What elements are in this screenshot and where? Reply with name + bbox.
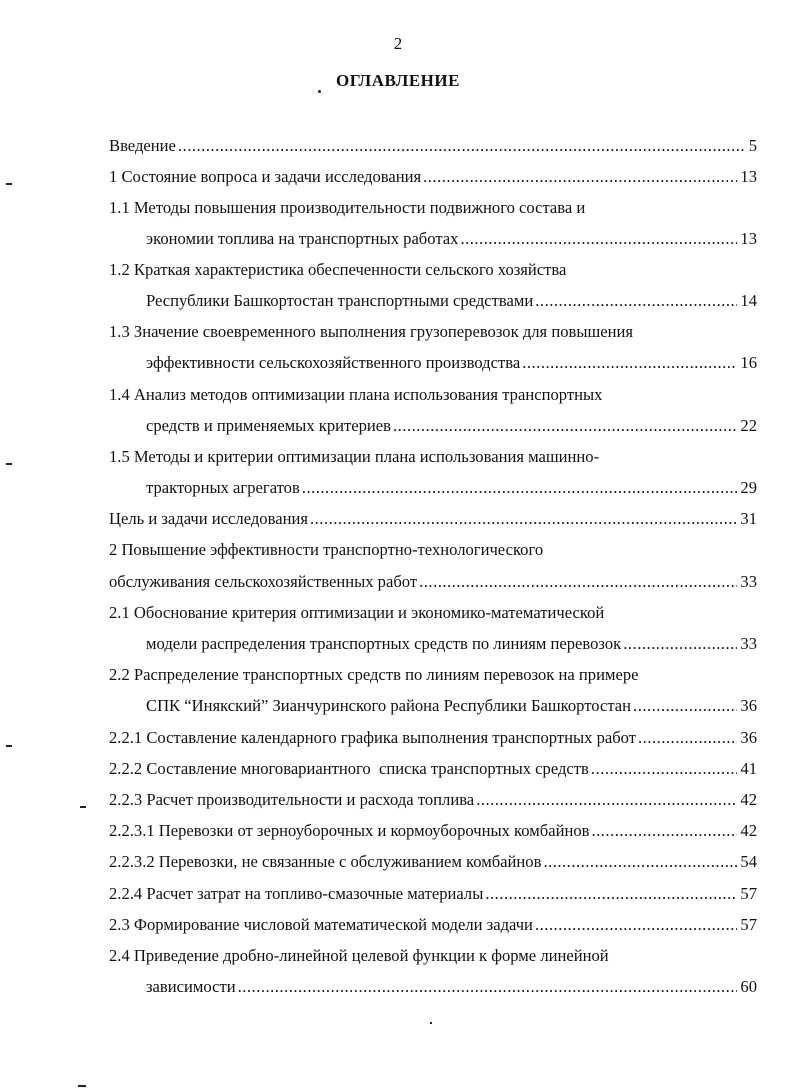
- toc-entry-text: зависимости: [146, 977, 236, 996]
- dot-leader: [591, 821, 737, 841]
- toc-page-number: 57: [740, 884, 757, 903]
- page-title: ОГЛАВЛЕНИЕ: [336, 71, 460, 90]
- toc-page-number: 31: [740, 509, 757, 528]
- dot-leader: [238, 977, 738, 997]
- toc-entry-text: эффективности сельскохозяйственного производства: [146, 353, 521, 372]
- dot-leader: [393, 416, 737, 436]
- toc-entry-text: 1.2 Краткая характеристика обеспеченности сельского хозяйства: [109, 260, 567, 279]
- toc-page-number: 57: [740, 915, 757, 934]
- toc-entry-chapter-2-line-1[interactable]: [109, 540, 757, 564]
- toc-entry-2-4-line-1[interactable]: [109, 946, 757, 970]
- toc-entry-2-1-line-1[interactable]: [109, 603, 757, 627]
- toc-page-number: 29: [740, 478, 757, 497]
- dot-leader: [310, 509, 737, 529]
- dot-leader: [460, 229, 737, 249]
- toc-page-number: 42: [740, 821, 757, 840]
- toc-entry-text: Введение: [109, 136, 176, 155]
- toc-entry-1-5-line-2[interactable]: [146, 478, 757, 502]
- toc-entry-1-1-line-2[interactable]: [146, 229, 757, 253]
- page-number: 2: [393, 34, 403, 53]
- toc-page-number: 33: [740, 572, 757, 591]
- scan-mark: [6, 183, 12, 185]
- toc-entry-text: 2.2.2 Составление многовариантного списка транспортных средств: [109, 759, 589, 778]
- toc-entry-text: 2.2.4 Расчет затрат на топливо-смазочные материалы: [109, 884, 484, 903]
- toc-entry-2-2-3-2[interactable]: [109, 852, 757, 876]
- toc-page-number: 5: [748, 136, 757, 155]
- dot-leader: [535, 915, 737, 935]
- toc-entry-chapter-1[interactable]: [109, 167, 757, 191]
- toc-entry-1-2-line-2[interactable]: [146, 291, 757, 315]
- toc-entry-text: средств и применяемых критериев: [146, 416, 392, 435]
- toc-entry-text: модели распределения транспортных средств по линиям перевозок: [146, 634, 622, 653]
- toc-entry-text: 2.2.3 Расчет производительности и расхода топлива: [109, 790, 475, 809]
- toc-page-number: 13: [740, 229, 757, 248]
- toc-entry-1-3-line-1[interactable]: [109, 322, 757, 346]
- dot-leader: [638, 728, 737, 748]
- toc-entry-2-2-line-2[interactable]: [146, 696, 757, 720]
- toc-entry-text: 2.2.1 Составление календарного графика выполнения транспортных работ: [109, 728, 637, 747]
- dot-leader: [178, 136, 746, 156]
- toc-entry-text: 1.5 Методы и критерии оптимизации плана использования машинно-: [109, 447, 600, 466]
- toc-entry-2-2-2[interactable]: [109, 759, 757, 783]
- toc-entry-goals[interactable]: [109, 509, 757, 533]
- toc-entry-text: 1.3 Значение своевременного выполнения грузоперевозок для повышения: [109, 322, 634, 341]
- toc-entry-text: 1 Состояние вопроса и задачи исследования: [109, 167, 422, 186]
- toc-page-number: 14: [740, 291, 757, 310]
- toc-entry-text: СПК “Инякский” Зианчуринского района Республики Башкортостан: [146, 696, 632, 715]
- toc-page-number: 42: [740, 790, 757, 809]
- toc-entry-2-2-1[interactable]: [109, 728, 757, 752]
- dot-leader: [419, 572, 737, 592]
- toc-entry-text: 2 Повышение эффективности транспортно-технологического: [109, 540, 544, 559]
- toc-entry-2-2-4[interactable]: [109, 884, 757, 908]
- dot-leader: [423, 167, 737, 187]
- toc-entry-text: 2.1 Обоснование критерия оптимизации и экономико-математической: [109, 603, 605, 622]
- scan-mark: [430, 1022, 432, 1024]
- toc-entry-chapter-2-line-2[interactable]: [109, 572, 757, 596]
- toc-entry-text: 2.4 Приведение дробно-линейной целевой функции к форме линейной: [109, 946, 609, 965]
- toc-entry-1-2-line-1[interactable]: [109, 260, 757, 284]
- toc-entry-text: тракторных агрегатов: [146, 478, 300, 497]
- toc-entry-text: Цель и задачи исследования: [109, 509, 308, 528]
- toc-entry-text: обслуживания сельскохозяйственных работ: [109, 572, 418, 591]
- dot-leader: [633, 696, 737, 716]
- toc-page-number: 16: [740, 353, 757, 372]
- toc-entry-2-1-line-2[interactable]: [146, 634, 757, 658]
- toc-page-number: 41: [740, 759, 757, 778]
- toc-entry-text: 1.4 Анализ методов оптимизации плана использования транспортных: [109, 385, 603, 404]
- scan-mark: [80, 806, 86, 808]
- toc-page-number: 54: [740, 852, 757, 871]
- toc-entry-2-2-3-1[interactable]: [109, 821, 757, 845]
- toc-entry-2-4-line-2[interactable]: [146, 977, 757, 1001]
- toc-entry-text: Республики Башкортостан транспортными средствами: [146, 291, 534, 310]
- toc-entry-1-5-line-1[interactable]: [109, 447, 757, 471]
- toc-entry-2-2-line-1[interactable]: [109, 665, 757, 689]
- toc-entry-2-2-3[interactable]: [109, 790, 757, 814]
- toc-entry-text: 2.2.3.2 Перевозки, не связанные с обслуживанием комбайнов: [109, 852, 542, 871]
- toc-page-number: 36: [740, 728, 757, 747]
- toc-page-number: 13: [740, 167, 757, 186]
- dot-leader: [535, 291, 737, 311]
- toc-page-number: 33: [740, 634, 757, 653]
- dot-leader: [543, 852, 737, 872]
- toc-entry-text: экономии топлива на транспортных работах: [146, 229, 459, 248]
- toc-page-number: 36: [740, 696, 757, 715]
- toc-entry-text: 2.2 Распределение транспортных средств по линиям перевозок на примере: [109, 665, 639, 684]
- toc-entry-text: 1.1 Методы повышения производительности подвижного состава и: [109, 198, 586, 217]
- toc-entry-1-4-line-2[interactable]: [146, 416, 757, 440]
- dot-leader: [623, 634, 737, 654]
- toc-entry-text: 2.3 Формирование числовой математической модели задачи: [109, 915, 533, 934]
- dot-leader: [476, 790, 737, 810]
- dot-leader: [485, 884, 737, 904]
- dot-leader: [302, 478, 738, 498]
- toc-entry-introduction[interactable]: [109, 136, 757, 160]
- scan-mark: [6, 745, 12, 747]
- toc-entry-1-4-line-1[interactable]: [109, 385, 757, 409]
- toc-entry-1-1-line-1[interactable]: [109, 198, 757, 222]
- dot-leader: [591, 759, 738, 779]
- scan-mark: [6, 463, 12, 465]
- toc-entry-2-3[interactable]: [109, 915, 757, 939]
- toc-entry-text: 2.2.3.1 Перевозки от зерноуборочных и кормоуборочных комбайнов: [109, 821, 590, 840]
- scan-mark: [318, 90, 321, 93]
- toc-entry-1-3-line-2[interactable]: [146, 353, 757, 377]
- scan-mark: [78, 1085, 86, 1087]
- toc-page-number: 60: [740, 977, 757, 996]
- dot-leader: [522, 353, 737, 373]
- toc-page-number: 22: [740, 416, 757, 435]
